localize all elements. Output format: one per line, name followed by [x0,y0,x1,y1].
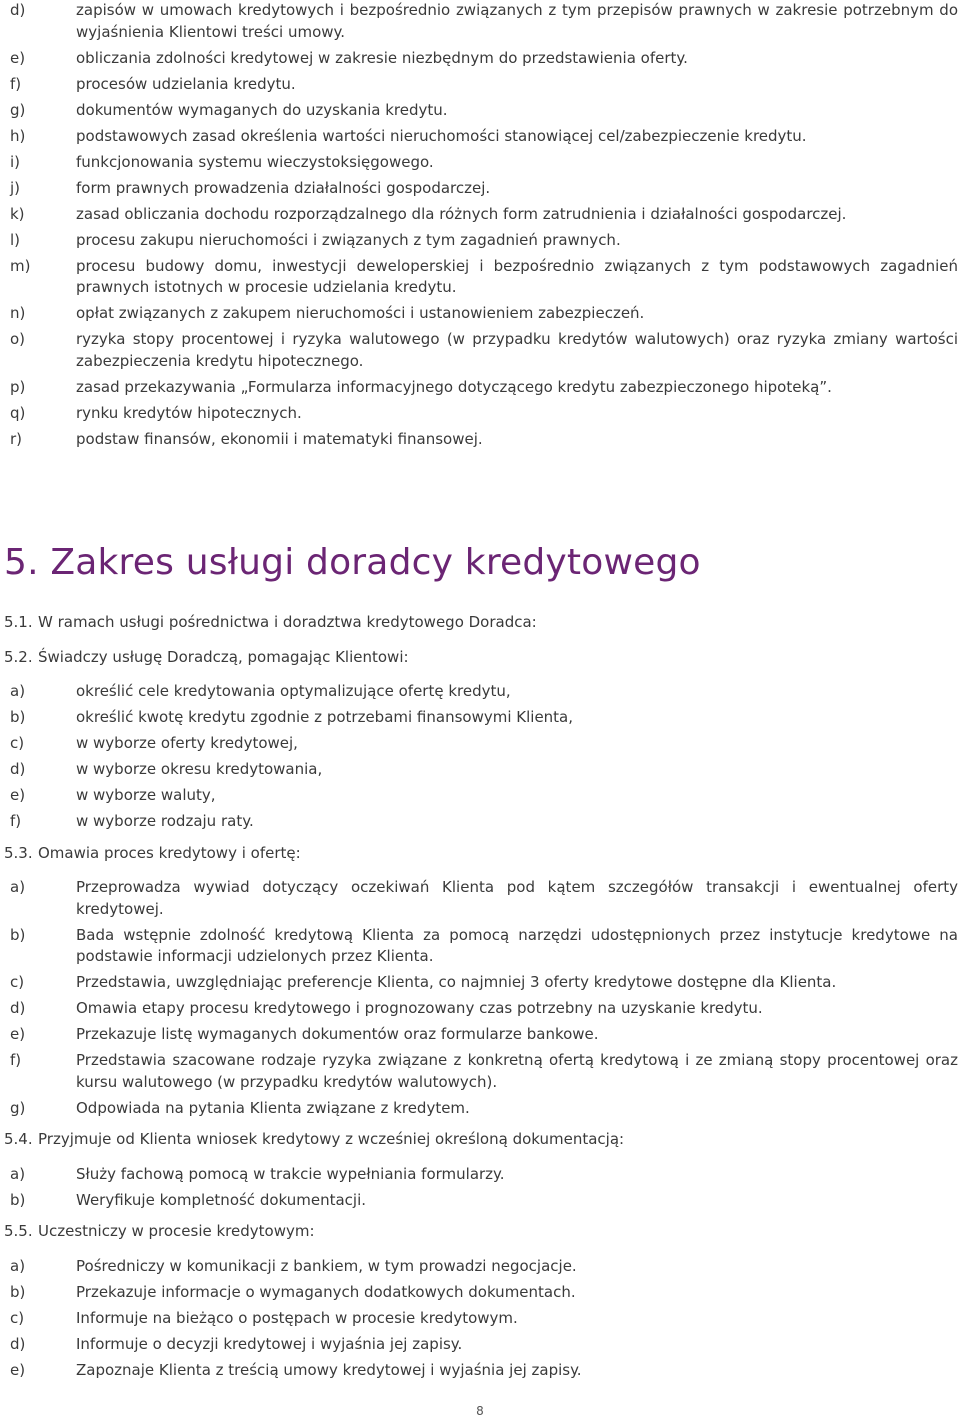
list-item-label: p) [10,377,26,396]
list-item [0,1190,960,1212]
list-item-label: e) [10,1025,26,1043]
subsection-5-5-list [0,1256,960,1382]
list-item-text: obliczania zdolności kredytowej w zakresie niezbędnym do przedstawienia oferty. [76,48,688,67]
list-item-label: j) [10,178,21,197]
list-item [0,877,960,920]
list-item-label: i) [10,152,21,171]
knowledge-list [0,0,960,455]
list-item-label: e) [10,786,26,804]
list-item-text: określić kwotę kredytu zgodnie z potrzebami finansowymi Klienta, [76,708,574,726]
subsection-text: W ramach usługi pośrednictwa i doradztwa kredytowego Doradca: [38,613,537,631]
list-item-text: rynku kredytów hipotecznych. [76,403,302,422]
list-item [0,972,960,994]
list-item-label: b) [10,925,26,944]
list-item-label: c) [10,1308,25,1327]
subsection-5-5 [0,1221,960,1243]
list-item-text: w wyborze okresu kredytowania, [76,760,323,778]
list-item [0,48,960,70]
list-item [0,303,960,325]
list-item-label: b) [10,708,26,726]
list-item-label: k) [10,204,25,223]
list-item-label: d) [10,999,26,1017]
subsection-5-3-list [0,877,960,1119]
subsection-text: Omawia proces kredytowy i ofertę: [38,843,301,862]
list-item-text: Przedstawia szacowane rodzaje ryzyka związane z konkretną ofertą kredytową i ze zmianą stopy procentowej oraz kursu walutowego (w przypadku kredytów walutowych). [76,1051,958,1091]
subsection-number: 5.1. [4,613,33,631]
list-item [0,1050,960,1093]
list-item-label: e) [10,1360,26,1379]
subsection-number: 5.4. [4,1130,33,1148]
subsection-number: 5.2. [4,647,33,666]
list-item [0,230,960,252]
list-item [0,707,960,729]
list-item [0,1360,960,1382]
subsection-number: 5.3. [4,843,33,862]
list-item-text: procesów udzielania kredytu. [76,74,296,93]
section-body [0,612,960,1391]
list-item-text: Przekazuje listę wymaganych dokumentów oraz formularze bankowe. [76,1025,599,1043]
list-item-text: zasad obliczania dochodu rozporządzalnego dla różnych form zatrudnienia i działalności gospodarczej. [76,204,847,223]
list-item [0,1282,960,1304]
list-item-text: Omawia etapy procesu kredytowego i prognozowany czas potrzebny na uzyskanie kredytu. [76,999,763,1017]
list-item-label: g) [10,1098,26,1117]
list-item-text: procesu zakupu nieruchomości i związanych z tym zagadnień prawnych. [76,230,621,249]
list-item [0,1098,960,1120]
list-item-label: d) [10,1,26,19]
list-item-label: c) [10,973,25,991]
list-item-text: form prawnych prowadzenia działalności gospodarczej. [76,178,491,197]
list-item-text: w wyborze oferty kredytowej, [76,734,298,752]
subsection-5-3 [0,843,960,865]
list-item [0,681,960,703]
list-item-text: w wyborze rodzaju raty. [76,812,254,830]
subsection-text: Świadczy usługę Doradczą, pomagając Klientowi: [38,647,409,666]
list-item-label: a) [10,1164,26,1183]
list-item-text: Pośredniczy w komunikacji z bankiem, w tym prowadzi negocjacje. [76,1256,577,1275]
list-item-label: r) [10,429,23,448]
list-item [0,733,960,755]
list-item-label: f) [10,74,22,93]
list-item-label: h) [10,126,26,145]
list-item [0,204,960,226]
list-item [0,998,960,1020]
list-item-text: w wyborze waluty, [76,786,216,804]
list-item-text: Przeprowadza wywiad dotyczący oczekiwań Klienta pod kątem szczegółów transakcji i ewentualnej oferty kredytowej. [76,878,958,918]
list-item [0,152,960,174]
list-item-label: c) [10,734,25,752]
list-item-label: g) [10,100,26,119]
list-item-text: podstawowych zasad określenia wartości nieruchomości stanowiącej cel/zabezpieczenie kredytu. [76,126,807,145]
list-item-text: Przedstawia, uwzględniając preferencje Klienta, co najmniej 3 oferty kredytowe dostępne dla Klienta. [76,973,837,991]
list-item [0,329,960,372]
subsection-number: 5.5. [4,1222,33,1240]
list-item [0,925,960,968]
list-item-text: Przekazuje informacje o wymaganych dodatkowych dokumentach. [76,1282,576,1301]
list-item-text: procesu budowy domu, inwestycji deweloperskiej i bezpośrednio związanych z tym podstawowych zagadnień prawnych istotnych w procesie udzielania kredytu. [76,256,958,296]
list-item-text: zapisów w umowach kredytowych i bezpośrednio związanych z tym przepisów prawnych w zakresie potrzebnym do wyjaśnienia Klientowi treści umowy. [76,1,958,41]
subsection-5-4 [0,1129,960,1151]
list-item [0,0,960,43]
list-item [0,403,960,425]
list-item [0,256,960,299]
list-item [0,811,960,833]
list-item-label: d) [10,760,26,778]
subsection-5-2 [0,647,960,669]
list-item-label: b) [10,1190,26,1209]
list-item-text: dokumentów wymaganych do uzyskania kredytu. [76,100,448,119]
list-item-label: f) [10,1051,22,1069]
list-item-label: a) [10,682,26,700]
list-item-label: f) [10,812,22,830]
section-heading: 5. Zakres usługi doradcy kredytowego [4,542,701,583]
list-item [0,1256,960,1278]
list-item-text: Informuje na bieżąco o postępach w procesie kredytowym. [76,1308,518,1327]
subsection-text: Przyjmuje od Klienta wniosek kredytowy z wcześniej określoną dokumentacją: [38,1130,625,1148]
list-item-label: n) [10,304,26,322]
list-item-text: Służy fachową pomocą w trakcie wypełniania formularzy. [76,1164,505,1183]
list-item-text: Bada wstępnie zdolność kredytową Klienta za pomocą narzędzi udostępnionych przez instytucje kredytowe na podstawie informacji udzielonych przez Klienta. [76,925,958,965]
list-item [0,1334,960,1356]
subsection-text: Uczestniczy w procesie kredytowym: [38,1222,315,1240]
list-item-text: Informuje o decyzji kredytowej i wyjaśnia jej zapisy. [76,1334,463,1353]
list-item-label: m) [10,256,31,275]
list-item [0,126,960,148]
list-item-label: a) [10,878,26,896]
list-item [0,74,960,96]
list-item [0,1308,960,1330]
list-item-text: opłat związanych z zakupem nieruchomości i ustanowieniem zabezpieczeń. [76,304,645,322]
list-item-label: b) [10,1282,26,1301]
list-item-text: Zapoznaje Klienta z treścią umowy kredytowej i wyjaśnia jej zapisy. [76,1360,582,1379]
list-item-label: o) [10,330,26,348]
list-item [0,100,960,122]
list-item-label: a) [10,1256,26,1275]
list-item-label: e) [10,48,26,67]
list-item-label: l) [10,230,21,249]
list-item-text: określić cele kredytowania optymalizujące ofertę kredytu, [76,682,511,700]
list-item [0,429,960,451]
subsection-5-2-list [0,681,960,833]
list-item [0,1024,960,1046]
list-item-text: podstaw finansów, ekonomii i matematyki finansowej. [76,429,483,448]
subsection-5-1 [0,612,960,634]
list-item-text: ryzyka stopy procentowej i ryzyka walutowego (w przypadku kredytów walutowych) oraz ryzyka zmiany wartości zabezpieczenia kredytu hipotecznego. [76,330,958,370]
list-item-text: zasad przekazywania „Formularza informacyjnego dotyczącego kredytu zabezpieczonego hipoteką”. [76,377,832,396]
subsection-5-4-list [0,1164,960,1212]
list-item-label: d) [10,1334,26,1353]
list-item [0,1164,960,1186]
list-item [0,759,960,781]
list-item [0,785,960,807]
list-item-text: Weryfikuje kompletność dokumentacji. [76,1190,367,1209]
page-number: 8 [476,1404,484,1418]
list-item [0,178,960,200]
list-item-text: funkcjonowania systemu wieczystoksięgowego. [76,152,434,171]
list-item-label: q) [10,403,26,422]
list-item [0,377,960,399]
list-item-text: Odpowiada na pytania Klienta związane z kredytem. [76,1098,470,1117]
